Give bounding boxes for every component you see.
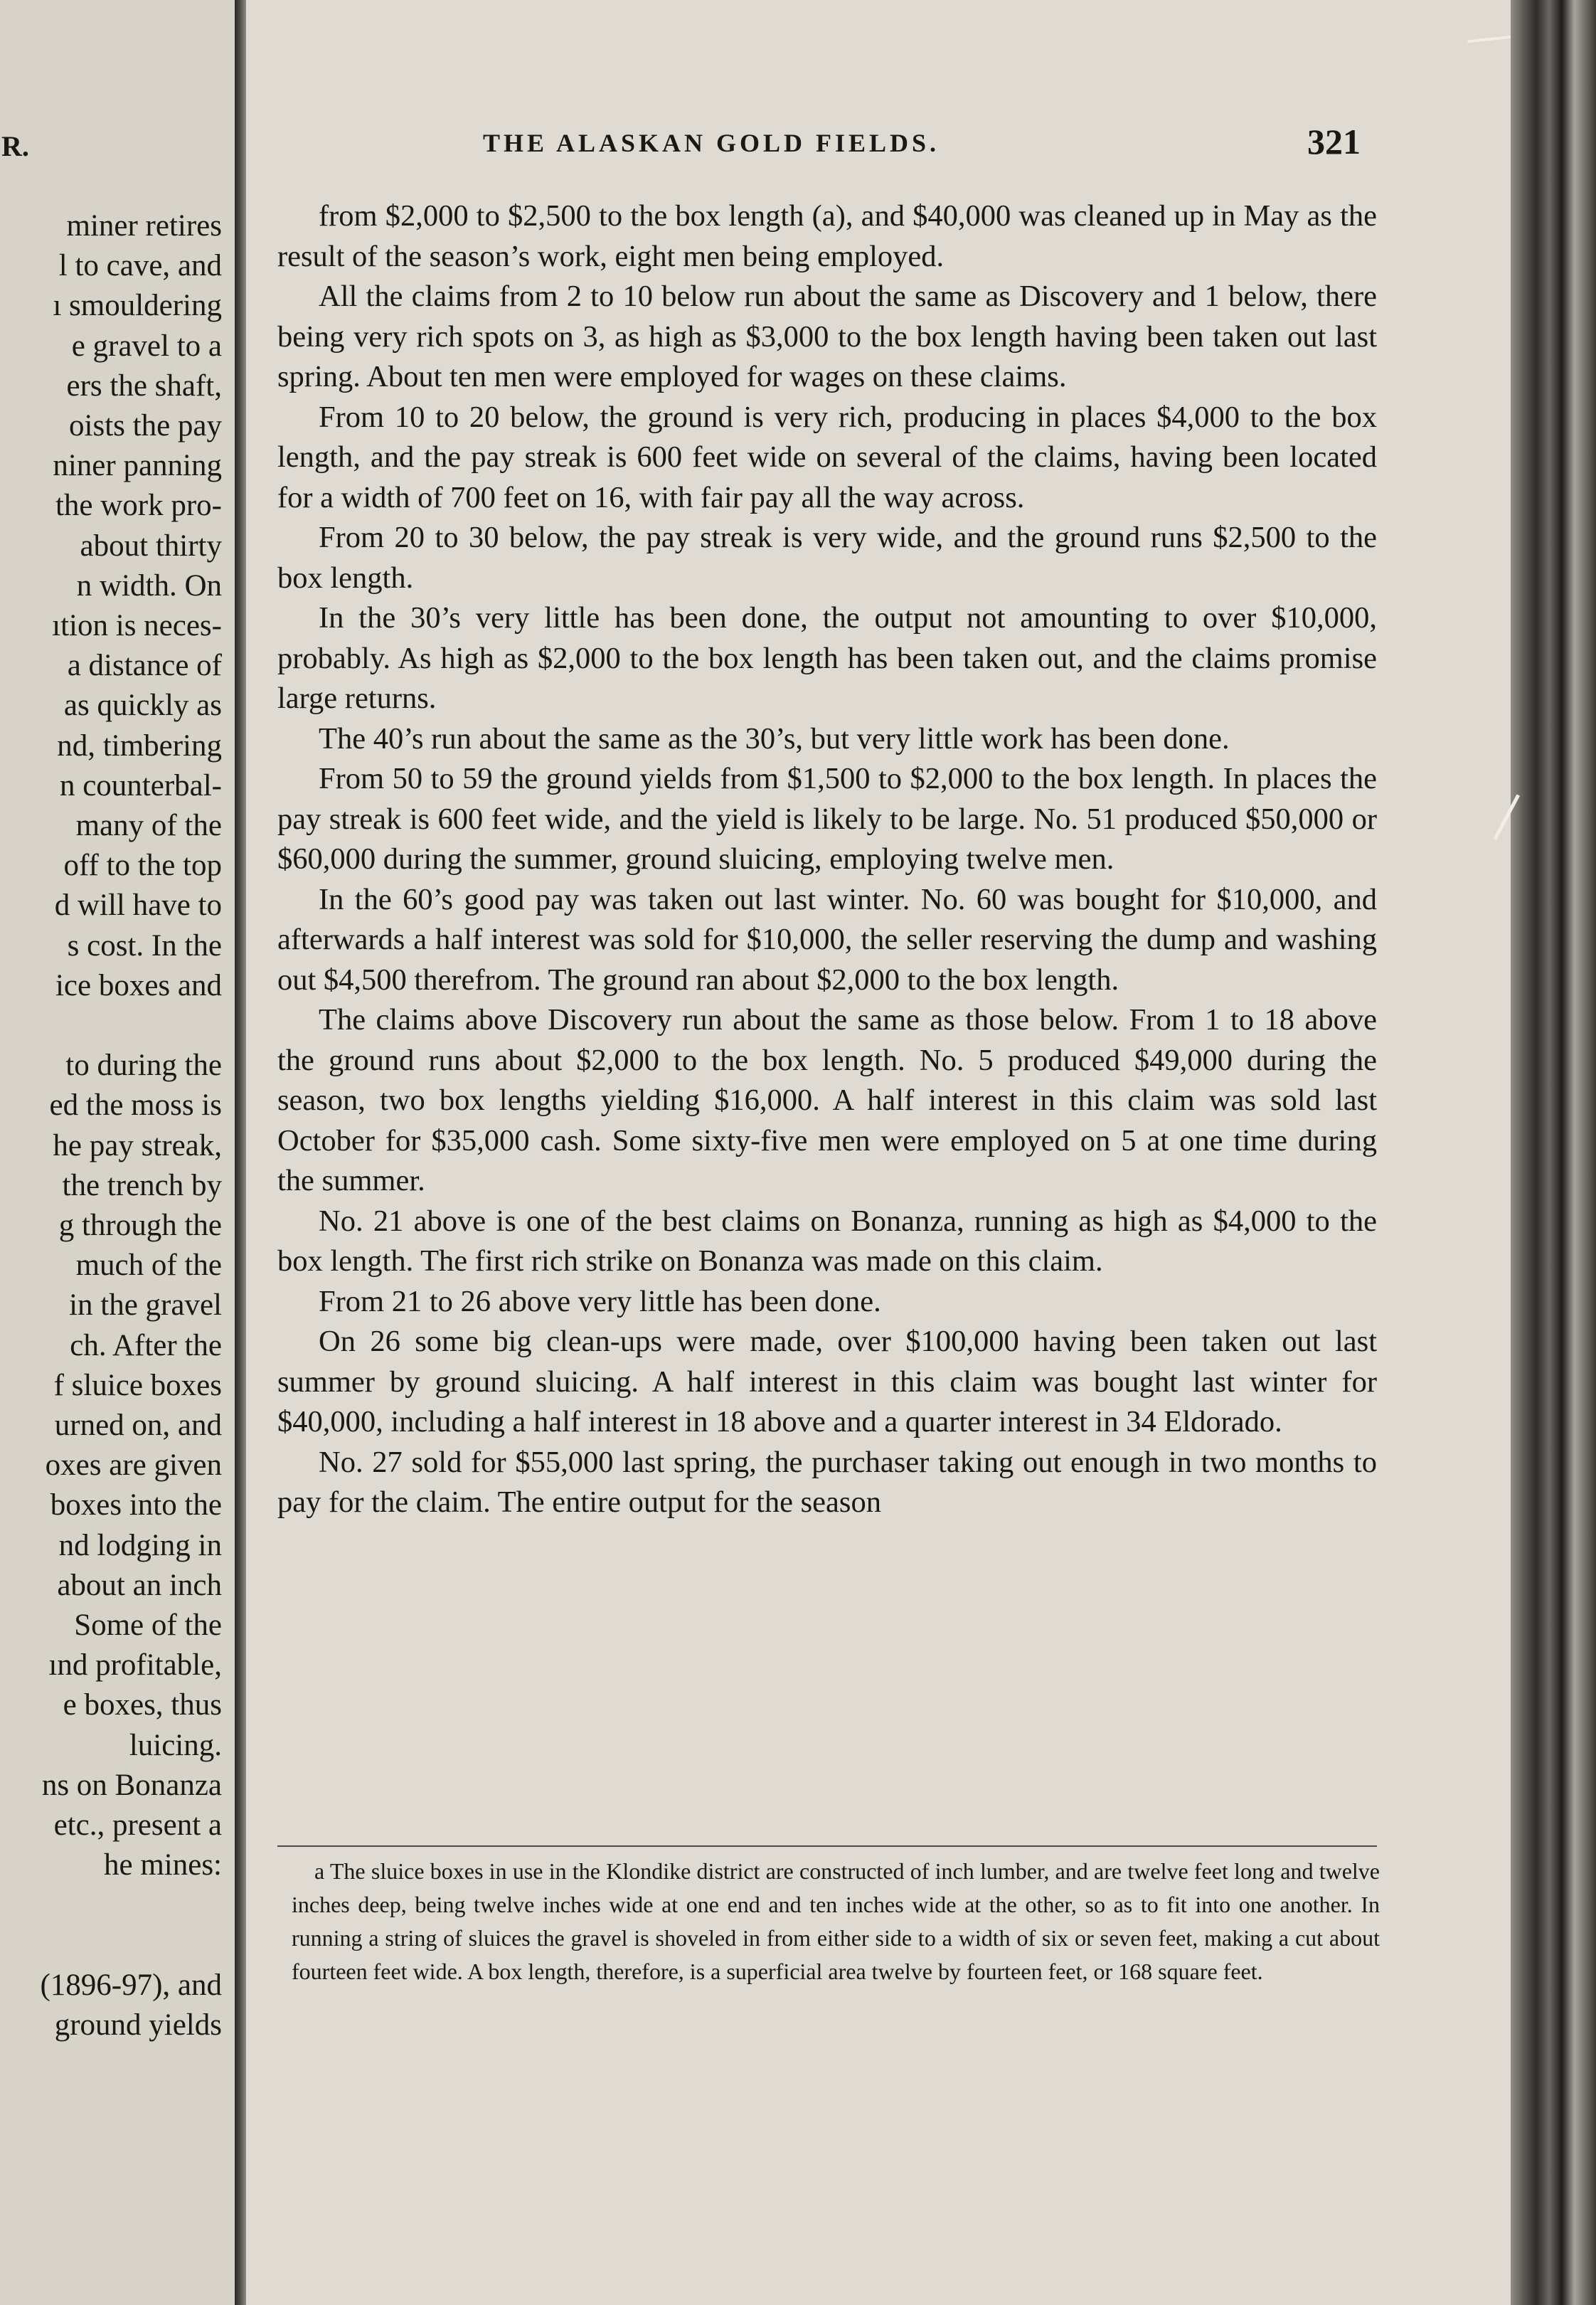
left-page-line: oxes are given (45, 1448, 222, 1483)
left-page-line: to during the (65, 1049, 222, 1083)
running-head: THE ALASKAN GOLD FIELDS. (482, 129, 940, 157)
left-page-header: R. (1, 130, 29, 162)
left-page-line: ed the moss is (49, 1088, 222, 1123)
footnote-rule (277, 1845, 1377, 1847)
left-page-line: d will have to (54, 889, 222, 923)
left-page-line: in the gravel (69, 1288, 222, 1323)
paragraph: The claims above Discovery run about the same as those below. From 1 to 18 above the ground runs about $2,000 to the box length. No. 5 produced $49,000 during the season, two box lengths yielding $16,000. A half interest in this claim was sold last October for $35,000 cash. Some sixty-five men were employed on 5 at one time during the summer. (277, 1003, 1377, 1197)
paragraph: All the claims from 2 to 10 below run about the same as Discovery and 1 below, there being very rich spots on 3, as high as $3,000 to the box length having been taken out last spring. About ten men were employed for wages on these claims. (277, 280, 1377, 393)
left-page-line: he mines: (104, 1848, 222, 1882)
left-page-line: about an inch (57, 1568, 222, 1602)
left-page-line: ch. After the (70, 1328, 222, 1362)
pen-mark (1467, 28, 1511, 85)
left-page-line: nd lodging in (58, 1528, 222, 1562)
left-page-line: the work pro- (55, 489, 222, 523)
paragraph: No. 21 above is one of the best claims on Bonanza, running as high as $4,000 to the box length. The first rich strike on Bonanza was made on this claim. (277, 1204, 1377, 1278)
left-page-line: ı smouldering (53, 289, 222, 323)
body-text (277, 196, 1377, 1523)
left-page-line: luicing. (129, 1728, 222, 1762)
left-page-line: ıtion is neces- (52, 609, 222, 642)
paragraph: From 50 to 59 the ground yields from $1,500 to $2,000 to the box length. In places the pay streak is 600 feet wide, and the yield is likely to be large. No. 51 produced $50,000 or $60,000 during the summer, ground sluicing, employing twelve men. (277, 762, 1377, 876)
left-page-line: ınd profitable, (48, 1648, 222, 1683)
left-page-line: boxes into the (50, 1488, 222, 1522)
left-page-line: ice boxes and (55, 968, 222, 1002)
book-gutter (235, 0, 246, 2305)
left-page-line: n counterbal- (59, 768, 222, 802)
left-page-line: a distance of (67, 649, 222, 683)
left-page-line: oists the pay (69, 409, 222, 443)
left-page-line: much of the (75, 1249, 222, 1283)
left-page-line: about thirty (80, 529, 222, 563)
left-page-line: etc., present a (53, 1808, 222, 1842)
left-page-line: e gravel to a (71, 329, 222, 363)
left-page-line: (1896-97), and (40, 1968, 222, 2002)
paragraph: From 21 to 26 above very little has been done. (319, 1284, 881, 1318)
left-page-line: ns on Bonanza (41, 1768, 222, 1802)
left-page-line: e boxes, thus (63, 1688, 222, 1722)
left-page-line: f sluice boxes (53, 1368, 222, 1402)
paragraph: from $2,000 to $2,500 to the box length (a), and $40,000 was cleaned up in May as the result of the season’s work, eight men being employed. (277, 199, 1377, 273)
left-page-line: n width. On (76, 568, 222, 603)
paragraph: From 10 to 20 below, the ground is very rich, producing in places $4,000 to the box length, and the pay streak is 600 feet wide on several of the claims, having been located for a width of 700 feet on 16, with fair pay all the way across. (277, 400, 1377, 514)
paragraph: From 20 to 30 below, the pay streak is very wide, and the ground runs $2,500 to the box length. (277, 521, 1377, 595)
left-page-line: ers the shaft, (66, 369, 222, 403)
left-page-line: Some of the (74, 1609, 222, 1642)
left-page-line: s cost. In the (67, 928, 222, 963)
footnote-text: a The sluice boxes in use in the Klondike district are constructed of inch lumber, and are twelve feet long and twelve inches deep, being twelve inches wide at one end and ten inches wide at the other, so as to fit into one another. In running a string of sluices the gravel is shoveled in from either side to a width of six or seven feet, making a cut about fourteen feet wide. A box length, therefore, is a superficial area twelve by fourteen feet, or 168 square feet. (292, 1858, 1380, 1984)
page-number: 321 (1307, 122, 1361, 161)
left-page-line: the trench by (62, 1168, 222, 1202)
paragraph: On 26 some big clean-ups were made, over $100,000 having been taken out last summer by ground sluicing. A half interest in this claim was bought last winter for $40,000, including a half interest in 18 above and a quarter interest in 34 Eldorado. (277, 1325, 1377, 1438)
paragraph: No. 27 sold for $55,000 last spring, the purchaser taking out enough in two months to pay for the claim. The entire output for the season (277, 1445, 1377, 1519)
left-page-line: ground yields (54, 2008, 222, 2042)
left-page-line: nd, timbering (57, 728, 222, 763)
left-page-line: g through the (58, 1209, 222, 1242)
footnote (292, 1855, 1380, 1988)
left-page-line: many of the (75, 809, 222, 842)
page-edge (1511, 0, 1596, 2305)
left-page-line: l to cave, and (58, 249, 222, 283)
left-page-line: niner panning (53, 449, 222, 483)
paragraph: The 40’s run about the same as the 30’s, but very little work has been done. (319, 721, 1230, 756)
left-page-line: he pay streak, (53, 1128, 222, 1162)
left-page (0, 0, 235, 2305)
paragraph: In the 30’s very little has been done, the output not amounting to over $10,000, probably. As high as $2,000 to the box length has been taken out, and the claims promise large returns. (277, 601, 1377, 715)
left-page-line: miner retires (66, 209, 222, 243)
left-page-line: urned on, and (54, 1409, 222, 1442)
left-page-line: off to the top (63, 849, 222, 883)
left-page-line: as quickly as (63, 689, 222, 723)
paragraph: In the 60’s good pay was taken out last winter. No. 60 was bought for $10,000, and afterwards a half interest was sold for $10,000, the seller reserving the dump and washing out $4,500 therefrom. The ground ran about $2,000 to the box length. (277, 882, 1377, 997)
